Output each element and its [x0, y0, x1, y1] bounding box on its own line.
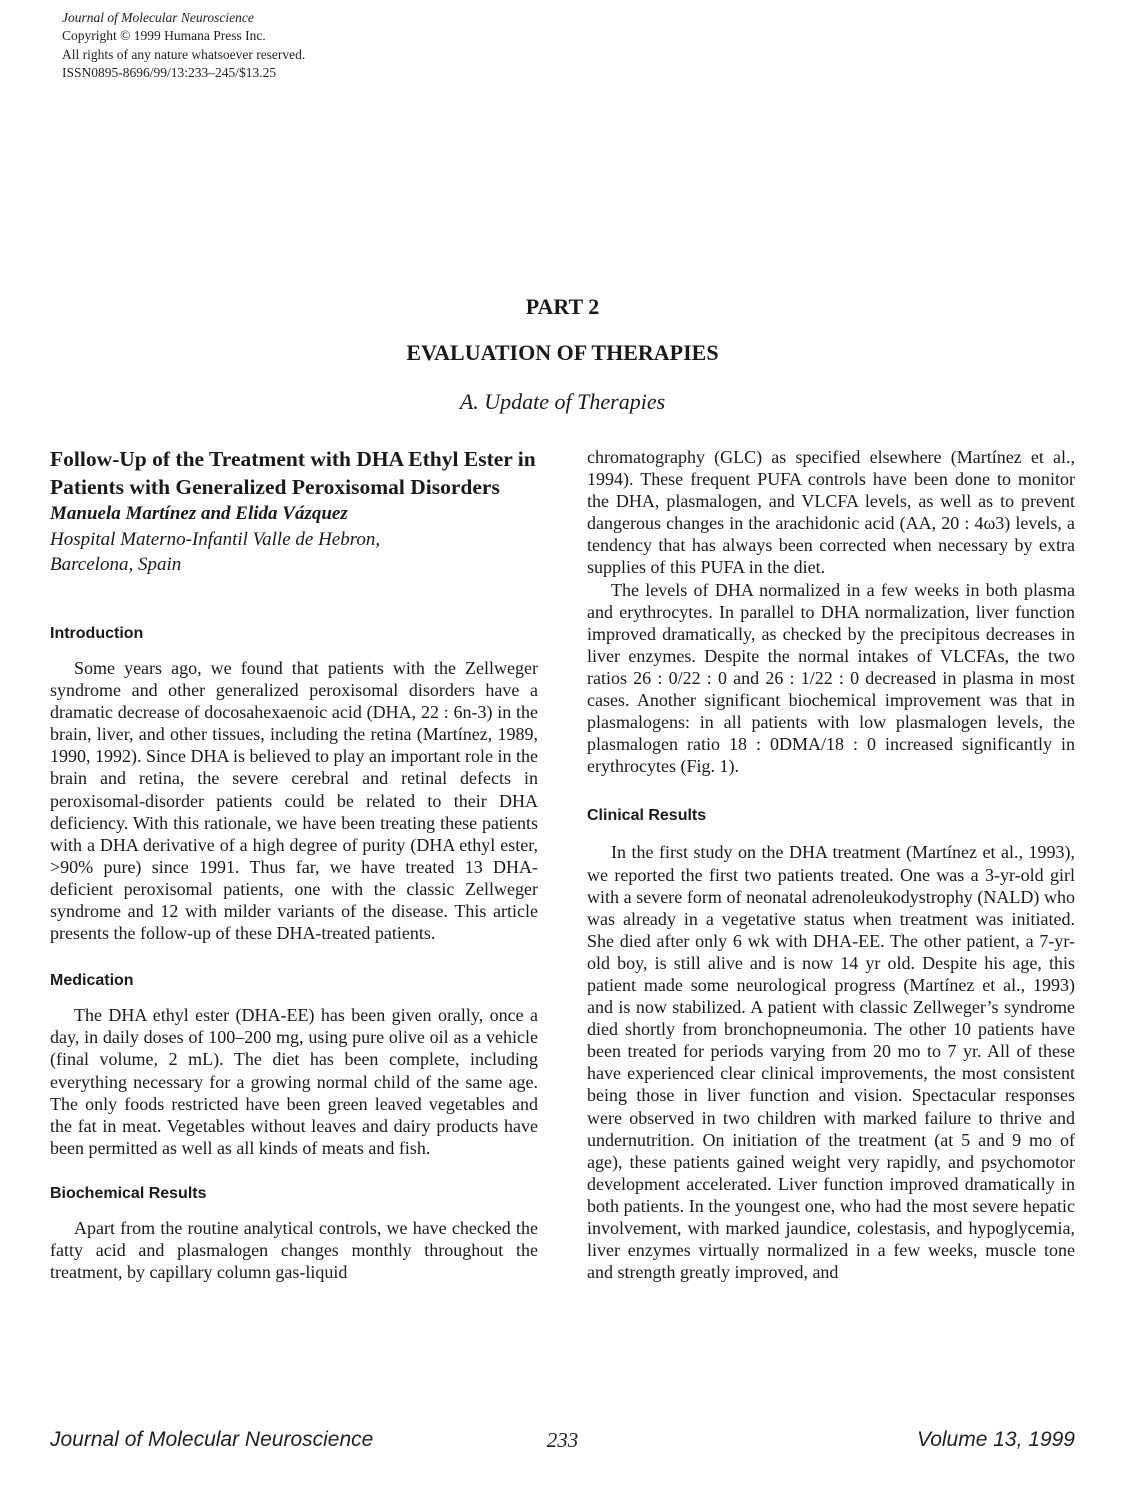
footer-journal: Journal of Molecular Neuroscience [50, 1428, 374, 1451]
introduction-paragraph: Some years ago, we found that patients with the Zellweger syndrome and other generalized peroxisomal disorders have a dramatic decrease of docosahexaenoic acid (DHA, 22 : 6n-3) in the brain, liver, and other tissues, including the retina (Martínez, 1989, 1990, 1992). Since DHA is believed to play an important role in the brain and retina, the severe cerebral and retinal defects in peroxisomal-disorder patients could be related to their DHA deficiency. With this rationale, we have been treating these patients with a DHA derivative of a high degree of purity (DHA ethyl ester, >90% pure) since 1991. Thus far, we have treated 13 DHA-deficient peroxisomal patients, one with the classic Zellweger syndrome and 12 with milder variants of the disease. This article presents the follow-up of these DHA-treated patients. [50, 658, 538, 944]
section-heading-clinical: Clinical Results [587, 807, 707, 825]
article-title: Follow-Up of the Treatment with DHA Ethyl Ester in Patients with Generalized Peroxisomal Disorders [50, 447, 536, 499]
article-authors: Manuela Martínez and Elida Vázquez [50, 503, 348, 524]
biochemical-paragraph-start: Apart from the routine analytical controls, we have checked the fatty acid and plasmalogen changes monthly throughout the treatment, by capillary column gas-liquid [50, 1217, 538, 1283]
footer-volume: Volume 13, 1999 [916, 1428, 1075, 1451]
masthead-rights: All rights of any nature whatsoever reserved. [62, 46, 306, 62]
masthead-issn: ISSN0895-8696/99/13:233–245/$13.25 [62, 64, 277, 80]
masthead-copyright: Copyright © 1999 Humana Press Inc. [62, 28, 266, 44]
biochemical-paragraph-2: The levels of DHA normalized in a few weeks in both plasma and erythrocytes. In parallel to DHA normalization, liver function improved dramatically, as checked by the precipitous decreases in liver enzymes. Despite the normal intakes of VLCFAs, the two ratios 26 : 0/22 : 0 and 26 : 1/22 : 0 decreased in plasma in most cases. Another significant biochemical improvement was that in plasmalogens: in all patients with low plasmalogen levels, the plasmalogen ratio 18 : 0DMA/18 : 0 increased significantly in erythrocytes (Fig. 1). [587, 579, 1075, 777]
part-title: EVALUATION OF THERAPIES [406, 340, 719, 365]
part-subtitle: A. Update of Therapies [459, 389, 666, 414]
medication-paragraph: The DHA ethyl ester (DHA-EE) has been given orally, once a day, in daily doses of 100–200 mg, using pure olive oil as a vehicle (final volume, 2 mL). The diet has been complete, including everything necessary for a growing normal child of the same age. The only foods restricted have been green leaved vegetables and the fat in meat. Vegetables without leaves and dairy products have been permitted as well as all kinds of meats and fish. [50, 1005, 538, 1158]
right-column [587, 446, 1075, 1283]
affiliation-line-1: Hospital Materno-Infantil Valle de Hebron, [50, 529, 381, 550]
masthead-journal: Journal of Molecular Neuroscience [62, 10, 254, 25]
clinical-paragraph: In the first study on the DHA treatment (Martínez et al., 1993), we reported the first two patients treated. One was a 3-yr-old girl with a severe form of neonatal adrenoleukodystrophy (NALD) who was already in a vegetative status when treatment was initiated. She died after only 6 wk with DHA-EE. The other patient, a 7-yr-old boy, is still alive and is now 14 yr old. Despite his age, this patient made some neurological progress (Martínez et al., 1993) and is now stabilized. A patient with classic Zellweger’s syndrome died shortly from bronchopneumonia. The other 10 patients have been treated for periods varying from 20 mo to 7 yr. All of these have experienced clear clinical improvements, the most consistent being those in liver function and vision. Spectacular responses were observed in two children with marked failure to thrive and undernutrition. On initiation of the treatment (at 5 and 9 mo of age), these patients gained weight very rapidly, and psychomotor development accelerated. Liver function improved dramatically in both patients. In the youngest one, who had the most severe hepatic involvement, with marked jaundice, colestasis, and hypoglycemia, liver enzymes virtually normalized in a few weeks, muscle tone and strength greatly improved, and [587, 842, 1075, 1283]
affiliation-line-2: Barcelona, Spain [50, 554, 182, 575]
biochemical-paragraph-continued: chromatography (GLC) as specified elsewhere (Martínez et al., 1994). These frequent PUFA controls have been done to monitor the DHA, plasmalogen, and VLCFA levels, as well as to prevent dangerous changes in the arachidonic acid (AA, 20 : 4ω3) levels, a tendency that has always been corrected when necessary by extra supplies of this PUFA in the diet. [587, 447, 1075, 578]
section-heading-biochemical: Biochemical Results [50, 1184, 207, 1202]
left-column [50, 446, 538, 1283]
journal-masthead [62, 9, 305, 82]
section-heading-introduction: Introduction [50, 625, 144, 642]
page-number: 233 [546, 1428, 579, 1452]
section-heading-medication: Medication [50, 972, 134, 990]
part-label: PART 2 [525, 294, 600, 319]
